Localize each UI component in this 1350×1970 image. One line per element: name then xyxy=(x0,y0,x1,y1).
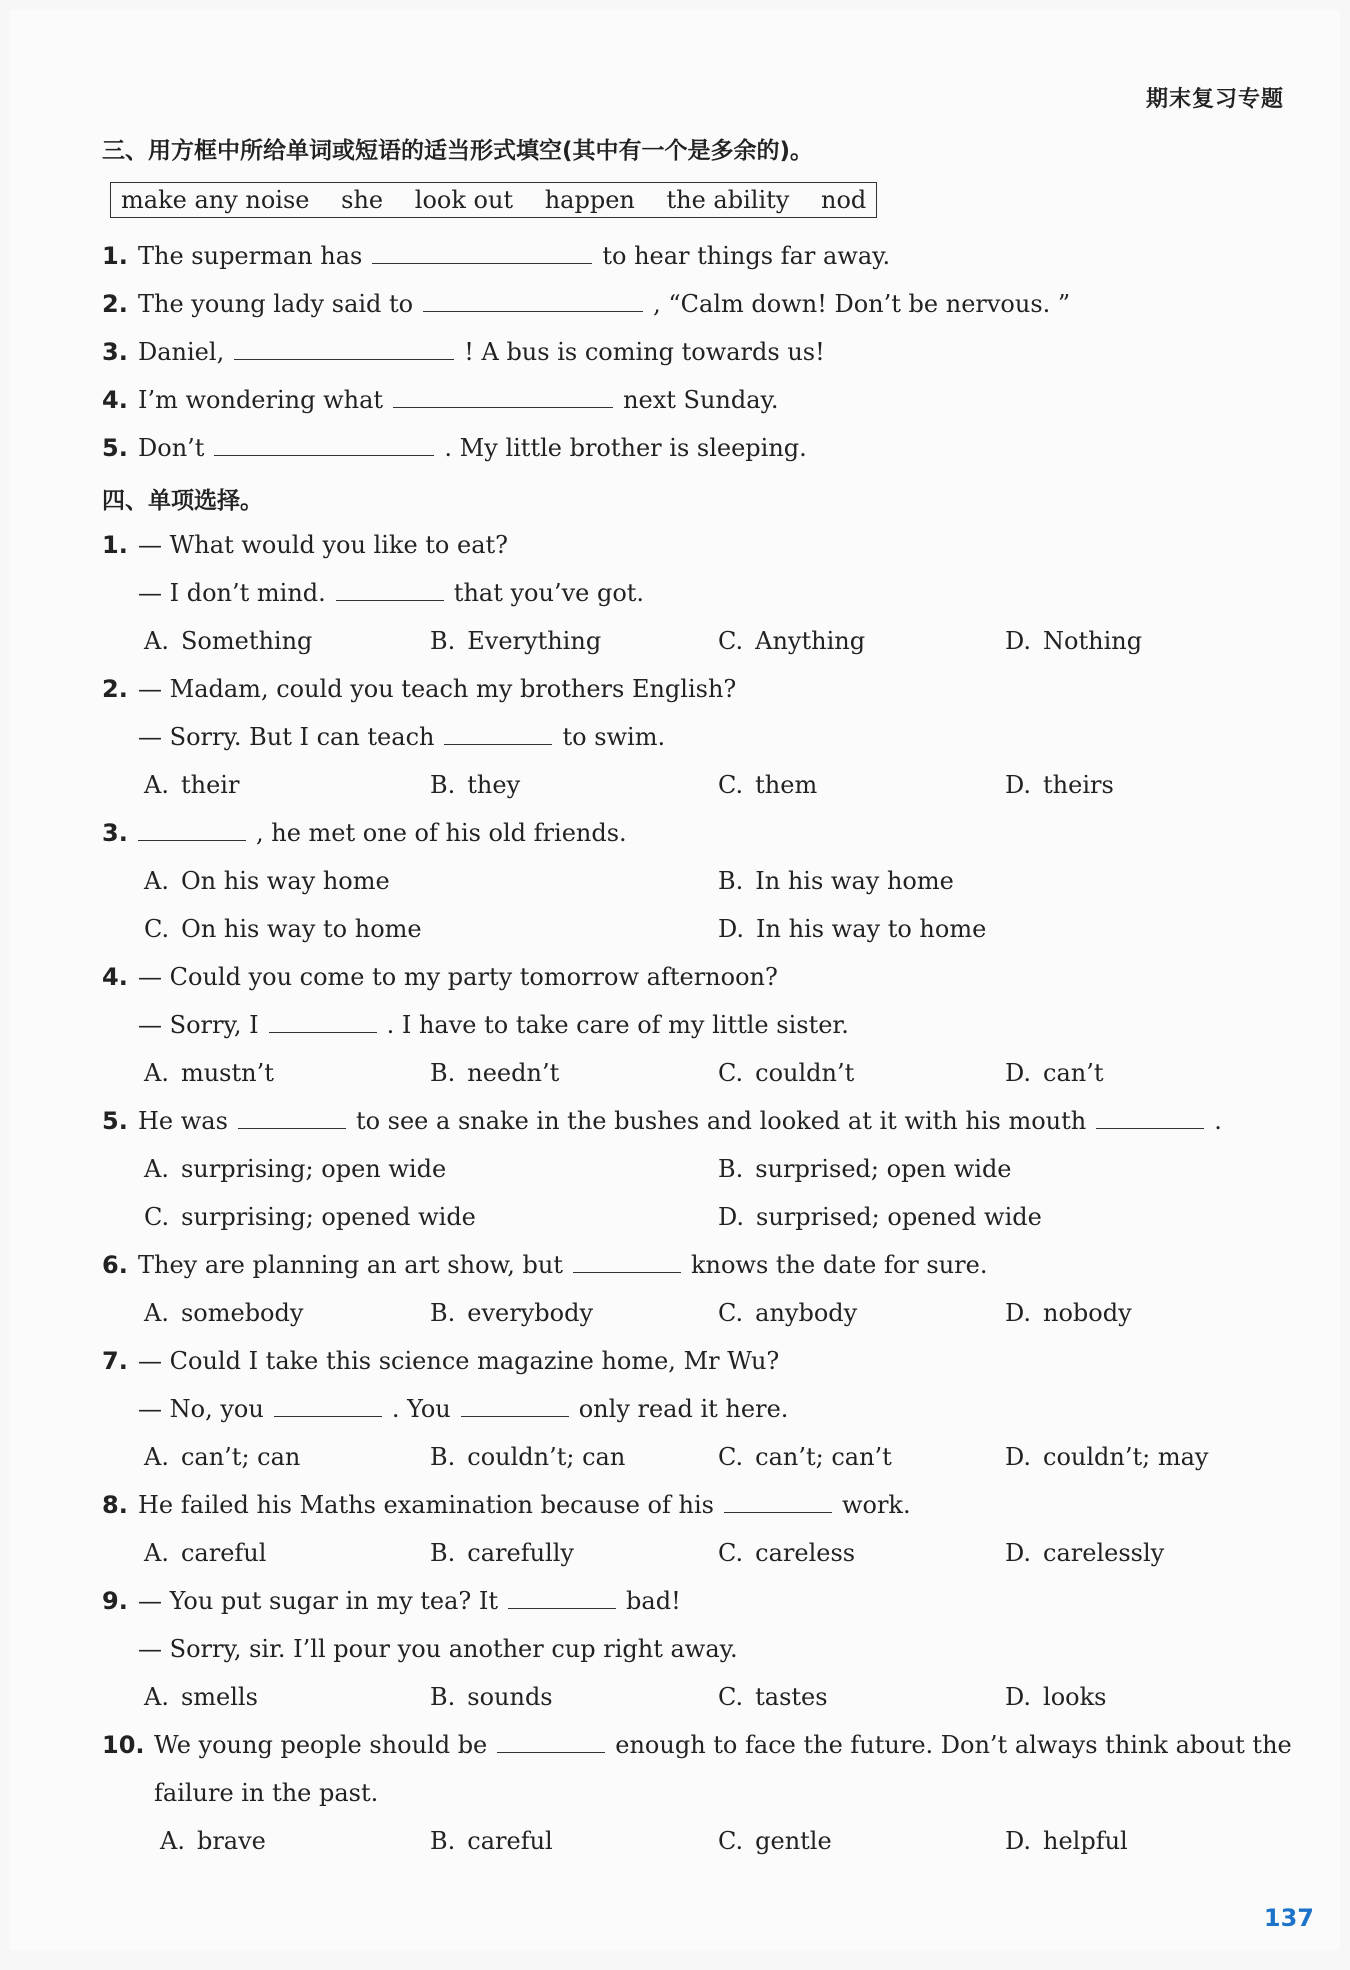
question-text: The superman has xyxy=(138,242,363,270)
question-number: 2. xyxy=(102,290,128,318)
question-text: — Could I take this science magazine home, Mr Wu? xyxy=(138,1347,780,1375)
running-title: 期末复习专题 xyxy=(1145,87,1284,112)
question-number: 1. xyxy=(102,531,128,559)
question-text: Don’t xyxy=(138,434,205,462)
question-text: failure in the past. xyxy=(154,1779,379,1807)
question-text: — Sorry. But I can teach xyxy=(138,723,435,751)
question-4-line-2 xyxy=(138,1010,849,1040)
option-a[interactable]: A. somebody xyxy=(144,1299,304,1327)
option-d[interactable]: D. In his way to home xyxy=(718,915,987,943)
fill-item-3 xyxy=(102,337,825,367)
question-text: Daniel, xyxy=(138,338,225,366)
question-2-line-1 xyxy=(102,674,736,704)
question-number: 5. xyxy=(102,1107,128,1135)
question-number: 4. xyxy=(102,963,128,991)
option-b[interactable]: B. everybody xyxy=(430,1299,593,1327)
option-b[interactable]: B. sounds xyxy=(430,1683,553,1711)
question-text: next Sunday. xyxy=(623,386,779,414)
question-1-line-1 xyxy=(102,530,508,560)
question-text: work. xyxy=(841,1491,911,1519)
answer-blank[interactable] xyxy=(1096,1106,1204,1129)
question-text: . xyxy=(1214,1107,1222,1135)
page-number: 137 xyxy=(1263,1904,1314,1932)
answer-blank[interactable] xyxy=(573,1250,681,1273)
section-4-title: 四、单项选择。 xyxy=(102,488,263,514)
question-number: 1. xyxy=(102,242,128,270)
answer-blank[interactable] xyxy=(234,337,454,360)
answer-blank[interactable] xyxy=(336,578,444,601)
question-text: to see a snake in the bushes and looked at it with his mouth xyxy=(355,1107,1087,1135)
option-d[interactable]: D. can’t xyxy=(1005,1059,1104,1087)
answer-blank[interactable] xyxy=(423,289,643,312)
answer-blank[interactable] xyxy=(508,1586,616,1609)
question-1-line-2 xyxy=(138,578,644,608)
question-6-line-1 xyxy=(102,1250,987,1280)
question-number: 7. xyxy=(102,1347,128,1375)
option-d[interactable]: D. surprised; opened wide xyxy=(718,1203,1042,1231)
word-bank-item: she xyxy=(341,186,384,214)
question-number: 4. xyxy=(102,386,128,414)
answer-blank[interactable] xyxy=(461,1394,569,1417)
option-c[interactable]: C. Anything xyxy=(718,627,866,655)
question-text: , “Calm down! Don’t be nervous. ” xyxy=(653,290,1071,318)
option-a[interactable]: A. On his way home xyxy=(144,867,390,895)
option-b[interactable]: B. surprised; open wide xyxy=(718,1155,1012,1183)
answer-blank[interactable] xyxy=(274,1394,382,1417)
option-d[interactable]: D. looks xyxy=(1005,1683,1107,1711)
word-bank-item: nod xyxy=(820,186,867,214)
question-number: 5. xyxy=(102,434,128,462)
question-text: . I have to take care of my little sister. xyxy=(386,1011,849,1039)
workbook-page xyxy=(10,10,1340,1950)
option-b[interactable]: B. carefully xyxy=(430,1539,574,1567)
answer-blank[interactable] xyxy=(269,1010,377,1033)
option-b[interactable]: B. needn’t xyxy=(430,1059,560,1087)
option-d[interactable]: D. couldn’t; may xyxy=(1005,1443,1209,1471)
question-2-line-2 xyxy=(138,722,665,752)
option-c[interactable]: C. careless xyxy=(718,1539,856,1567)
question-4-line-1 xyxy=(102,962,778,992)
question-text: The young lady said to xyxy=(138,290,414,318)
option-c[interactable]: C. gentle xyxy=(718,1827,832,1855)
question-text: ! A bus is coming towards us! xyxy=(464,338,825,366)
option-a[interactable]: A. surprising; open wide xyxy=(144,1155,447,1183)
question-text: We young people should be xyxy=(154,1731,488,1759)
fill-item-5 xyxy=(102,433,807,463)
section-3-title: 三、用方框中所给单词或短语的适当形式填空(其中有一个是多余的)。 xyxy=(102,138,814,164)
question-number: 3. xyxy=(102,338,128,366)
word-bank-item: the ability xyxy=(666,186,790,214)
question-9-line-1 xyxy=(102,1586,681,1616)
question-10-line-1 xyxy=(102,1730,1292,1760)
question-7-line-1 xyxy=(102,1346,779,1376)
answer-blank[interactable] xyxy=(497,1730,605,1753)
question-text: , he met one of his old friends. xyxy=(256,819,627,847)
fill-item-2 xyxy=(102,289,1070,319)
answer-blank[interactable] xyxy=(444,722,552,745)
fill-item-1 xyxy=(102,241,890,271)
answer-blank[interactable] xyxy=(214,433,434,456)
question-number: 3. xyxy=(102,819,128,847)
answer-blank[interactable] xyxy=(238,1106,346,1129)
question-text: to swim. xyxy=(562,723,666,751)
option-d[interactable]: D. theirs xyxy=(1005,771,1114,799)
option-b[interactable]: B. In his way home xyxy=(718,867,954,895)
option-d[interactable]: D. Nothing xyxy=(1005,627,1143,655)
word-bank-item: look out xyxy=(414,186,514,214)
option-c[interactable]: C. anybody xyxy=(718,1299,858,1327)
question-text: He was xyxy=(138,1107,228,1135)
option-b[interactable]: B. they xyxy=(430,771,521,799)
question-text: only read it here. xyxy=(578,1395,789,1423)
option-c[interactable]: C. can’t; can’t xyxy=(718,1443,892,1471)
question-text: . My little brother is sleeping. xyxy=(444,434,807,462)
word-bank-item: happen xyxy=(544,186,635,214)
word-bank-item: make any noise xyxy=(121,186,310,214)
option-d[interactable]: D. nobody xyxy=(1005,1299,1132,1327)
question-text: — What would you like to eat? xyxy=(138,531,509,559)
option-a[interactable]: A. brave xyxy=(160,1827,266,1855)
option-b[interactable]: B. Everything xyxy=(430,627,602,655)
answer-blank[interactable] xyxy=(372,241,592,264)
question-text: — You put sugar in my tea? It xyxy=(138,1587,499,1615)
question-text: He failed his Maths examination because of his xyxy=(138,1491,714,1519)
word-bank-box xyxy=(110,182,877,218)
question-number: 8. xyxy=(102,1491,128,1519)
question-text: — Sorry, I xyxy=(138,1011,259,1039)
option-a[interactable]: A. careful xyxy=(144,1539,267,1567)
option-a[interactable]: A. smells xyxy=(144,1683,258,1711)
question-5-line-1 xyxy=(102,1106,1222,1136)
question-text: — I don’t mind. xyxy=(138,579,326,607)
option-a[interactable]: A. Something xyxy=(144,627,313,655)
question-9-line-2 xyxy=(138,1634,738,1664)
option-c[interactable]: C. couldn’t xyxy=(718,1059,855,1087)
question-number: 9. xyxy=(102,1587,128,1615)
question-text: — Madam, could you teach my brothers English? xyxy=(138,675,737,703)
option-c[interactable]: C. On his way to home xyxy=(144,915,422,943)
option-b[interactable]: B. couldn’t; can xyxy=(430,1443,626,1471)
answer-blank[interactable] xyxy=(724,1490,832,1513)
question-3-line-1 xyxy=(102,818,627,848)
question-text: that you’ve got. xyxy=(453,579,645,607)
question-text: bad! xyxy=(626,1587,681,1615)
option-c[interactable]: C. tastes xyxy=(718,1683,828,1711)
question-text: — No, you xyxy=(138,1395,264,1423)
question-text: — Could you come to my party tomorrow afternoon? xyxy=(138,963,778,991)
question-7-line-2 xyxy=(138,1394,788,1424)
option-a[interactable]: A. can’t; can xyxy=(144,1443,301,1471)
question-8-line-1 xyxy=(102,1490,911,1520)
answer-blank[interactable] xyxy=(393,385,613,408)
question-text: . You xyxy=(391,1395,451,1423)
question-text: to hear things far away. xyxy=(602,242,891,270)
question-number: 6. xyxy=(102,1251,128,1279)
option-c[interactable]: C. surprising; opened wide xyxy=(144,1203,476,1231)
question-text: knows the date for sure. xyxy=(690,1251,988,1279)
fill-item-4 xyxy=(102,385,779,415)
question-number: 2. xyxy=(102,675,128,703)
question-10-line-2 xyxy=(154,1778,378,1808)
option-b[interactable]: B. careful xyxy=(430,1827,553,1855)
option-a[interactable]: A. mustn’t xyxy=(144,1059,274,1087)
question-number: 10. xyxy=(102,1731,145,1759)
question-text: enough to face the future. Don’t always think about the xyxy=(615,1731,1292,1759)
option-c[interactable]: C. them xyxy=(718,771,818,799)
answer-blank[interactable] xyxy=(138,818,246,841)
option-d[interactable]: D. helpful xyxy=(1005,1827,1128,1855)
question-text: They are planning an art show, but xyxy=(138,1251,563,1279)
question-text: — Sorry, sir. I’ll pour you another cup right away. xyxy=(138,1635,738,1663)
option-a[interactable]: A. their xyxy=(144,771,240,799)
option-d[interactable]: D. carelessly xyxy=(1005,1539,1165,1567)
question-text: I’m wondering what xyxy=(138,386,384,414)
